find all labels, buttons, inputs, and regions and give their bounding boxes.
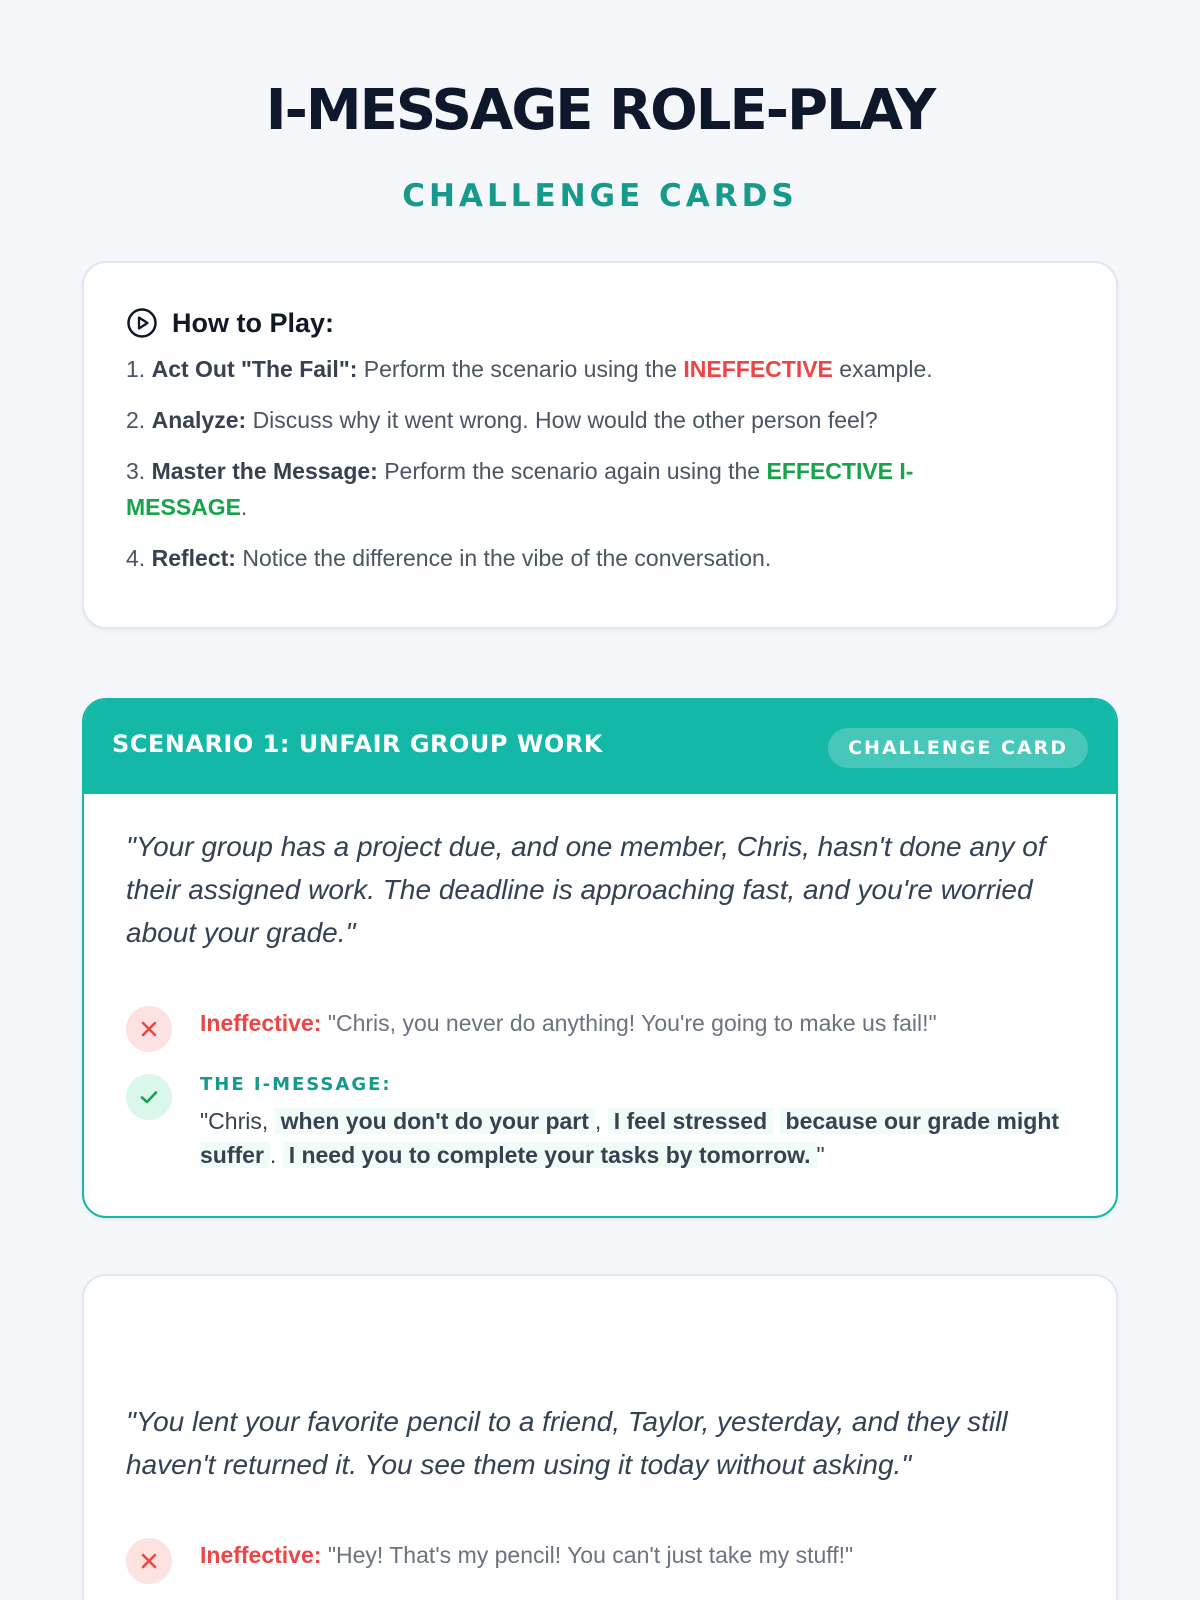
- ineffective-label: Ineffective:: [200, 1542, 322, 1568]
- separator: .: [269, 1142, 277, 1168]
- imessage-when-part: when you don't do your part: [275, 1108, 595, 1134]
- step-text-end: .: [241, 494, 248, 520]
- check-icon: [126, 1074, 172, 1120]
- step-number: 4.: [126, 545, 146, 571]
- step-number: 1.: [126, 356, 146, 382]
- step-item: [126, 351, 1026, 387]
- x-icon: [126, 1538, 172, 1584]
- step-item: [126, 402, 1026, 438]
- challenge-card-badge: CHALLENGE CARD: [828, 728, 1088, 768]
- ineffective-text: "Hey! That's my pencil! You can't just take my stuff!": [327, 1542, 854, 1568]
- ineffective-label: Ineffective:: [200, 1010, 322, 1036]
- step-text: Perform the scenario again using the: [384, 458, 761, 484]
- step-text: Notice the difference in the vibe of the conversation.: [242, 545, 772, 571]
- step-title: Reflect:: [151, 545, 236, 571]
- ineffective-row: [126, 1006, 1086, 1056]
- scenario-card-1: [82, 698, 1118, 1218]
- imessage-close: ": [816, 1142, 825, 1168]
- play-circle-icon: [126, 307, 158, 339]
- step-title: Analyze:: [151, 407, 247, 433]
- imessage-feel-part: I feel stressed: [608, 1108, 773, 1134]
- imessage-open: "Chris,: [200, 1108, 269, 1134]
- imessage-because-part: because our grade might suffer: [200, 1108, 1060, 1168]
- step-text: Discuss why it went wrong. How would the other person feel?: [252, 407, 878, 433]
- scenario-title: SCENARIO 1: UNFAIR GROUP WORK: [112, 730, 603, 758]
- how-to-play-header: [126, 307, 334, 339]
- imessage-label: THE I-MESSAGE:: [200, 1074, 392, 1095]
- scenario-description: "You lent your favorite pencil to a friend, Taylor, yesterday, and they still haven't returned it. You see them using it today without asking.": [126, 1406, 1008, 1480]
- step-item: [126, 540, 1026, 576]
- ineffective-example: [200, 1542, 853, 1569]
- step-title: Master the Message:: [151, 458, 378, 484]
- how-to-play-title: How to Play:: [172, 307, 335, 338]
- ineffective-text: "Chris, you never do anything! You're going to make us fail!": [327, 1010, 937, 1036]
- scenario-description: "Your group has a project due, and one member, Chris, hasn't done any of their assigned work. The deadline is approaching fast, and you're worried about your grade.": [126, 831, 1046, 948]
- scenario-header: [84, 700, 1116, 794]
- step-number: 3.: [126, 458, 146, 484]
- step-text: Perform the scenario using the: [363, 356, 677, 382]
- how-to-play-card: [82, 261, 1118, 629]
- page-title: I-MESSAGE ROLE-PLAY: [265, 78, 935, 143]
- ineffective-row: [126, 1538, 1086, 1588]
- steps-list: [126, 351, 1026, 591]
- imessage-need-part: I need you to complete your tasks by tomorrow.: [283, 1142, 817, 1168]
- separator: ,: [594, 1108, 602, 1134]
- ineffective-highlight: INEFFECTIVE: [683, 356, 833, 382]
- imessage-text: [200, 1104, 1070, 1172]
- step-text-end: example.: [839, 356, 933, 382]
- ineffective-example: [200, 1010, 937, 1037]
- step-number: 2.: [126, 407, 146, 433]
- page-subtitle: CHALLENGE CARDS: [402, 178, 798, 214]
- step-item: [126, 453, 1026, 525]
- scenario-card-2: [82, 1274, 1118, 1600]
- x-icon: [126, 1006, 172, 1052]
- imessage-row: [126, 1074, 1086, 1184]
- step-title: Act Out "The Fail":: [151, 356, 358, 382]
- effective-highlight: EFFECTIVE I-MESSAGE: [126, 458, 914, 520]
